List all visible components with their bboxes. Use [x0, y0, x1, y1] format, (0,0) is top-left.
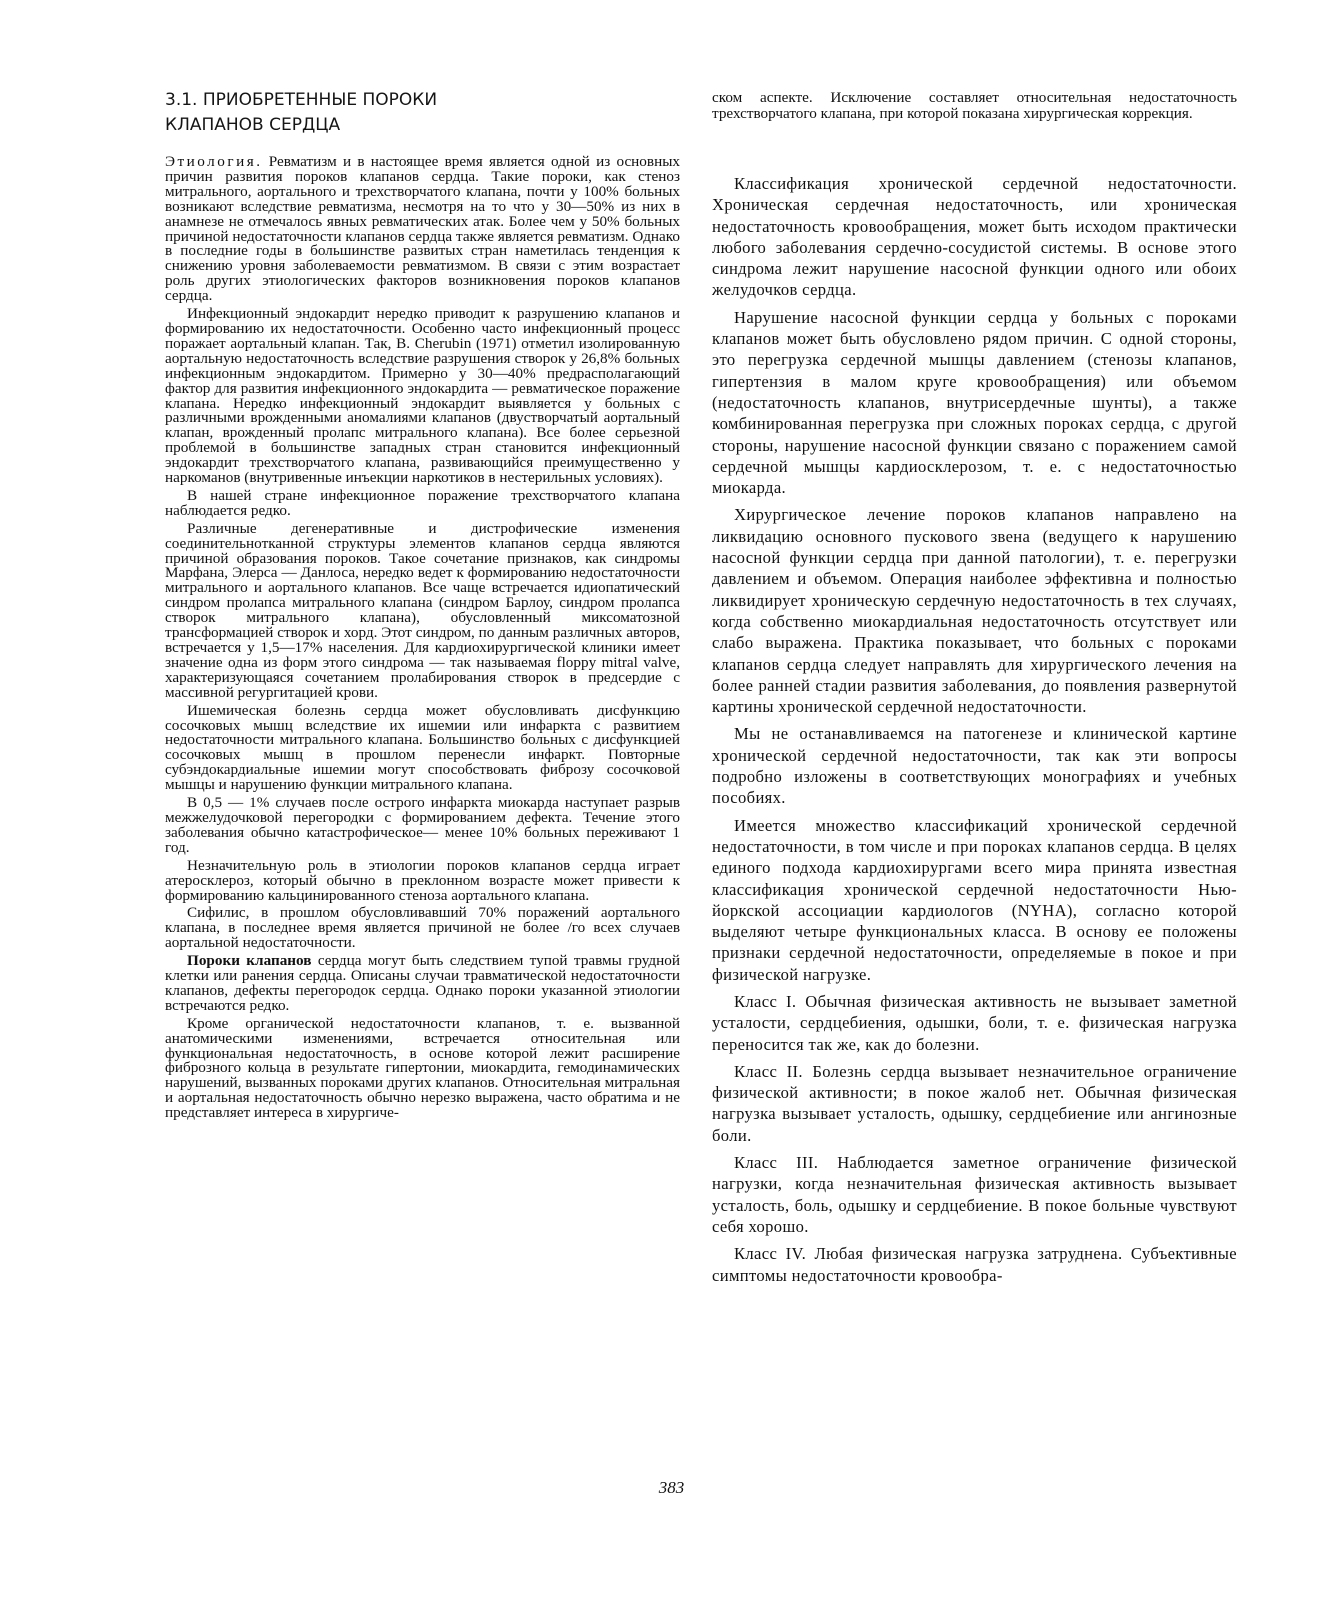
right-column-continuation: [712, 90, 1237, 121]
paragraph-atherosclerosis: Незначительную роль в этиологии пороков клапанов сердца играет атеросклероз, который обычно в преклонном возрасте может привести к формированию кальцинированного стеноза аортального клапана.: [165, 856, 680, 904]
paragraph-trauma: [165, 954, 680, 1014]
paragraph-endocarditis: Инфекционный эндокардит нередко приводит к разрушению клапанов и формированию их недостаточности. Особенно часто инфекционный процесс поражает аортальный клапан. Так, B. Cherubin (1971) отметил изолированную аортальную недостаточность вследствие разрушения створок у 26,8% больных инфекционным эндокардитом. Примерно у 30—40% предрасполагающий фактор для развития инфекционного эндокардита — ревматическое поражение клапана. Нередко инфекционный эндокардит выявляется у больных с различными врожденными аномалиями клапанов (двустворчатый аортальный клапан, врожденный пролапс митрального клапана). Все более серьезной проблемой в большинстве западных стран становится инфекционный эндокардит трехстворчатого клапана, развивающийся преимущественно у наркоманов (внутривенные инъекции наркотиков в нестерильных условиях).: [165, 305, 680, 487]
paragraph-tricuspid-russia: В нашей стране инфекционное поражение трехстворчатого клапана наблюдается редко.: [165, 486, 680, 519]
paragraph-ischemic: Ишемическая болезнь сердца может обусловливать дисфункцию сосочковых мышц вследствие их ишемии или инфаркта с развитием недостаточности митрального клапана. Большинство больных с дисфункцией сосочковых мышц в прошлом перенесли инфаркт. Повторные субэндокардиальные ишемии могут способствовать фиброзу сосочковой мышцы и нарушению функции митрального клапана.: [165, 701, 680, 794]
paragraph-class-4: Класс IV. Любая физическая нагрузка затруднена. Субъективные симптомы недостаточности кровообра-: [712, 1244, 1237, 1285]
etiology-text: Ревматизм и в настоящее время является одной из основных причин развития пороков клапанов сердца. Такие пороки, как стеноз митрального, аортального и трехстворчатого клапана, почти у 100% больных возникают вследствие ревматизма, несмотря на то что у 30—50% из них в анамнезе не отмечалось явных ревматических атак. Более чем у 50% больных причиной недостаточности клапанов сердца также является ревматизм. Однако в последние годы в большинстве развитых стран наметилась тенденция к снижению уровня заболеваемости ревматизмом. В связи с этим возрастает роль других этиологических факторов возникновения пороков клапанов сердца.: [165, 153, 680, 305]
section-heading: [165, 88, 680, 138]
paragraph-continuation: ском аспекте. Исключение составляет относительная недостаточность трехстворчатого клапана, при которой показана хирургическая коррекция.: [712, 89, 1237, 122]
paragraph-pathogenesis: Мы не останавливаемся на патогенезе и клинической картине хронической сердечной недостаточности, так как эти вопросы подробно изложены в соответствующих монографиях и учебных пособиях.: [712, 724, 1237, 808]
paragraph-degenerative: Различные дегенеративные и дистрофические изменения соединительнотканной структуры элементов клапанов сердца являются причиной образования пороков. Такое сочетание признаков, как синдромы Марфана, Элерса — Данлоса, нередко ведет к формированию недостаточности митрального и аортального клапанов. Все чаще встречается идиопатический синдром пролапса митрального клапана (синдром Барлоу, синдром пролапса створок митрального клапана), обусловленный миксоматозной трансформацией створок и хорд. Этот синдром, по данным различных авторов, встречается у 1,5—17% населения. Для кардиохирургической клиники имеет значение одна из форм этого синдрома — так называемая floppy mitral valve, характеризующаяся сочетанием пролабирования створок в предсердие с массивной регургитацией крови.: [165, 519, 680, 701]
page-number: 383: [658, 1478, 685, 1497]
paragraph-nyha: Имеется множество классификаций хронической сердечной недостаточности, в том числе и при пороках клапанов сердца. В целях единого подхода кардиохирургами всего мира принята известная классификация хронической сердечной недостаточности Нью-йоркской ассоциации кардиологов (NYHA), согласно которой выделяют четыре функциональных класса. В основу ее положены признаки сердечной недостаточности, определяемые в покое и при физической нагрузке.: [712, 815, 1237, 984]
paragraph-class-2: Класс II. Болезнь сердца вызывает незначительное ограничение физической активности; в покое жалоб нет. Обычная физическая нагрузка вызывает усталость, одышку, сердцебиение или ангинозные боли.: [712, 1061, 1237, 1145]
paragraph-etiology: [165, 155, 680, 304]
paragraph-syphilis: Сифилис, в прошлом обусловливавший 70% поражений аортального клапана, в последнее время является причиной не более /го всех случаев аортальной недостаточности.: [165, 904, 680, 952]
paragraph-class-1: Класс I. Обычная физическая активность не вызывает заметной усталости, сердцебиения, одышки, боли, т. е. физическая нагрузка переносится так же, как до болезни.: [712, 991, 1237, 1054]
trauma-lead: Пороки клапанов: [187, 952, 312, 970]
paragraph-class-3: Класс III. Наблюдается заметное ограничение физической нагрузки, когда незначительная физическая активность вызывает усталость, боль, одышку и сердцебиение. В покое больные чувствуют себя хорошо.: [712, 1153, 1237, 1236]
section-heading-line-2: КЛАПАНОВ СЕРДЦА: [165, 115, 341, 135]
section-heading-line-1: 3.1. ПРИОБРЕТЕННЫЕ ПОРОКИ: [165, 90, 438, 110]
paragraph-septal-rupture: В 0,5 — 1% случаев после острого инфаркта миокарда наступает разрыв межжелудочковой перегородки с формированием дефекта. Течение этого заболевания обычно катастрофическое— менее 10% больных переживают 1 год.: [165, 794, 680, 856]
trauma-text: сердца могут быть следствием тупой травмы грудной клетки или ранения сердца. Описаны случаи травматической недостаточности клапанов, дефекты перегородок сердца. Однако пороки указанной этиологии встречаются редко.: [165, 952, 680, 1014]
etiology-lead: Этиология.: [165, 153, 263, 170]
paragraph-relative-insufficiency: Кроме органической недостаточности клапанов, т. е. вызванной анатомическими изменениями, встречается относительная или функциональная недостаточность, в основе которой лежит расширение фиброзного кольца в результате гипертонии, миокардита, гемодинамических нарушений, вызванных пороками других клапанов. Относительная митральная и аортальная недостаточность обычно нерезко выражена, часто обратима и не представляет интереса в хирургиче-: [165, 1014, 680, 1122]
paragraph-pump-function: Нарушение насосной функции сердца у больных с пороками клапанов может быть обусловлено рядом причин. С одной стороны, это перегрузка сердечной мышцы давлением (стенозы клапанов, гипертензия в малом круге кровообращения) или объемом (недостаточность клапанов, внутрисердечные шунты), а также комбинированная перегрузка при сложных пороках сердца, с другой стороны, нарушение насосной функции связано с поражением самой сердечной мышцы кардиосклерозом, т. е. с недостаточностью миокарда.: [712, 307, 1237, 498]
left-column-body: [165, 155, 680, 1124]
paragraph-surgery: Хирургическое лечение пороков клапанов направлено на ликвидацию основного пускового звена (ведущего к нарушению насосной функции сердца при данной патологии), т. е. перегрузки давлением и объемом. Операция наиболее эффективна и полностью ликвидирует хроническую сердечную недостаточность в тех случаях, когда собственно миокардиальная недостаточность отсутствует или слабо выражена. Практика показывает, что больных с пороками клапанов сердца следует направлять для хирургического лечения на более ранней стадии развития заболевания, до появления развернутой картины хронической сердечной недостаточности.: [712, 505, 1237, 717]
paragraph-classification: Классификация хронической сердечной недостаточности. Хроническая сердечная недостаточность, или хроническая недостаточность кровообращения, может быть исходом практически любого заболевания сердечно-сосудистой системы. В основе этого синдрома лежит нарушение насосной функции одного или обоих желудочков сердца.: [712, 174, 1237, 300]
right-column-body: [712, 173, 1237, 1292]
